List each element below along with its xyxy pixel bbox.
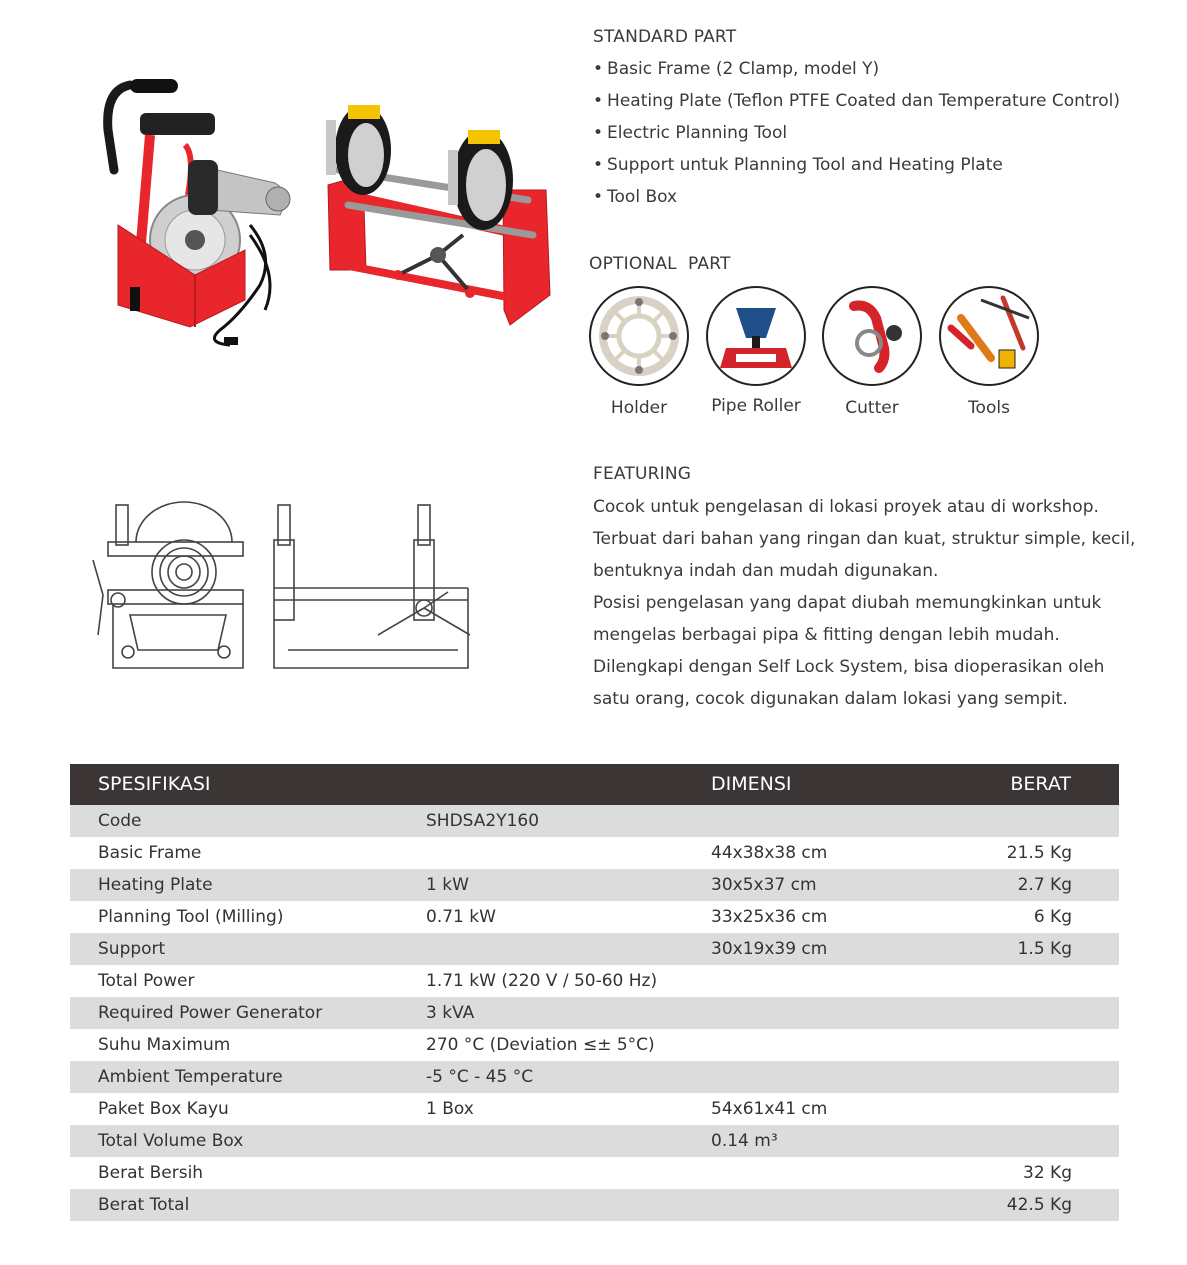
cell-dimension: 44x38x38 cm <box>711 843 828 863</box>
cell-value: 1 Box <box>426 1099 474 1119</box>
cell-value: SHDSA2Y160 <box>426 811 540 831</box>
cell-value: 3 kVA <box>426 1003 475 1023</box>
cell-dimension: 30x19x39 cm <box>711 939 828 959</box>
cell-value: 1.71 kW (220 V / 50-60 Hz) <box>426 971 658 991</box>
pipe-roller-icon <box>706 286 806 386</box>
table-row <box>70 901 1119 933</box>
cell-weight: 1.5 Kg <box>1017 939 1072 959</box>
cell-label: Total Volume Box <box>98 1131 244 1151</box>
featuring-title: FEATURING <box>593 464 692 484</box>
optional-label-pipe-roller: Pipe Roller <box>711 396 801 416</box>
cell-label: Suhu Maximum <box>98 1035 231 1055</box>
cell-label: Code <box>98 811 142 831</box>
table-row <box>70 1189 1119 1221</box>
featuring-text <box>593 491 1153 715</box>
featuring-line: Dilengkapi dengan Self Lock System, bisa dioperasikan oleh <box>593 657 1105 677</box>
table-row <box>70 1029 1119 1061</box>
cell-weight: 21.5 Kg <box>1006 843 1072 863</box>
featuring-line: bentuknya indah dan mudah digunakan. <box>593 561 939 581</box>
cell-weight: 42.5 Kg <box>1006 1195 1072 1215</box>
table-row <box>70 837 1119 869</box>
table-row <box>70 805 1119 837</box>
standard-part-title: STANDARD PART <box>593 27 737 47</box>
header-berat: BERAT <box>1010 773 1071 795</box>
cell-label: Basic Frame <box>98 843 202 863</box>
header-spesifikasi: SPESIFIKASI <box>98 773 211 795</box>
cell-value: -5 °C - 45 °C <box>426 1067 534 1087</box>
standard-item: • Tool Box <box>593 181 1120 213</box>
cell-value: 1 kW <box>426 875 469 895</box>
header-dimensi: DIMENSI <box>711 773 792 795</box>
standard-item: • Support untuk Planning Tool and Heating Plate <box>593 149 1120 181</box>
table-row <box>70 1125 1119 1157</box>
table-row <box>70 1157 1119 1189</box>
optional-label-holder: Holder <box>610 398 668 418</box>
table-row <box>70 1061 1119 1093</box>
optional-label-cutter: Cutter <box>845 398 899 418</box>
table-row <box>70 933 1119 965</box>
cell-label: Heating Plate <box>98 875 213 895</box>
clamp-frame-photo <box>318 95 558 330</box>
featuring-line: Terbuat dari bahan yang ringan dan kuat, struktur simple, kecil, <box>593 529 1136 549</box>
standard-item: • Electric Planning Tool <box>593 117 1120 149</box>
table-row <box>70 869 1119 901</box>
cell-label: Berat Total <box>98 1195 190 1215</box>
cell-weight: 32 Kg <box>1023 1163 1072 1183</box>
spec-table <box>70 764 1119 1221</box>
cell-value: 0.71 kW <box>426 907 496 927</box>
cell-dimension: 0.14 m³ <box>711 1131 778 1151</box>
cell-weight: 2.7 Kg <box>1017 875 1072 895</box>
featuring-line: Cocok untuk pengelasan di lokasi proyek atau di workshop. <box>593 497 1099 517</box>
cell-dimension: 33x25x36 cm <box>711 907 828 927</box>
featuring-line: satu orang, cocok digunakan dalam lokasi yang sempit. <box>593 689 1068 709</box>
cell-label: Ambient Temperature <box>98 1067 283 1087</box>
optional-part-title: OPTIONAL PART <box>589 254 731 274</box>
pipe-cutter-icon <box>822 286 922 386</box>
table-row <box>70 1093 1119 1125</box>
table-row <box>70 997 1119 1029</box>
cell-dimension: 54x61x41 cm <box>711 1099 828 1119</box>
optional-label-tools: Tools <box>968 398 1010 418</box>
cell-label: Paket Box Kayu <box>98 1099 229 1119</box>
standard-item: • Heating Plate (Teflon PTFE Coated dan Temperature Control) <box>593 85 1120 117</box>
featuring-line: Posisi pengelasan yang dapat diubah memungkinkan untuk <box>593 593 1102 613</box>
standard-part-list <box>593 53 1120 213</box>
standard-item: • Basic Frame (2 Clamp, model Y) <box>593 53 1120 85</box>
spec-table-header <box>70 764 1119 805</box>
cell-weight: 6 Kg <box>1033 907 1072 927</box>
cell-label: Berat Bersih <box>98 1163 204 1183</box>
featuring-line: mengelas berbagai pipa & fitting dengan lebih mudah. <box>593 625 1060 645</box>
cell-value: 270 °C (Deviation ≤± 5°C) <box>426 1035 655 1055</box>
cell-dimension: 30x5x37 cm <box>711 875 817 895</box>
cell-label: Total Power <box>98 971 195 991</box>
table-row <box>70 965 1119 997</box>
holder-ring-icon <box>589 286 689 386</box>
technical-drawing <box>88 500 478 675</box>
cell-label: Required Power Generator <box>98 1003 323 1023</box>
cell-label: Support <box>98 939 166 959</box>
planer-machine-photo <box>100 75 295 350</box>
toolset-icon <box>939 286 1039 386</box>
cell-label: Planning Tool (Milling) <box>98 907 284 927</box>
